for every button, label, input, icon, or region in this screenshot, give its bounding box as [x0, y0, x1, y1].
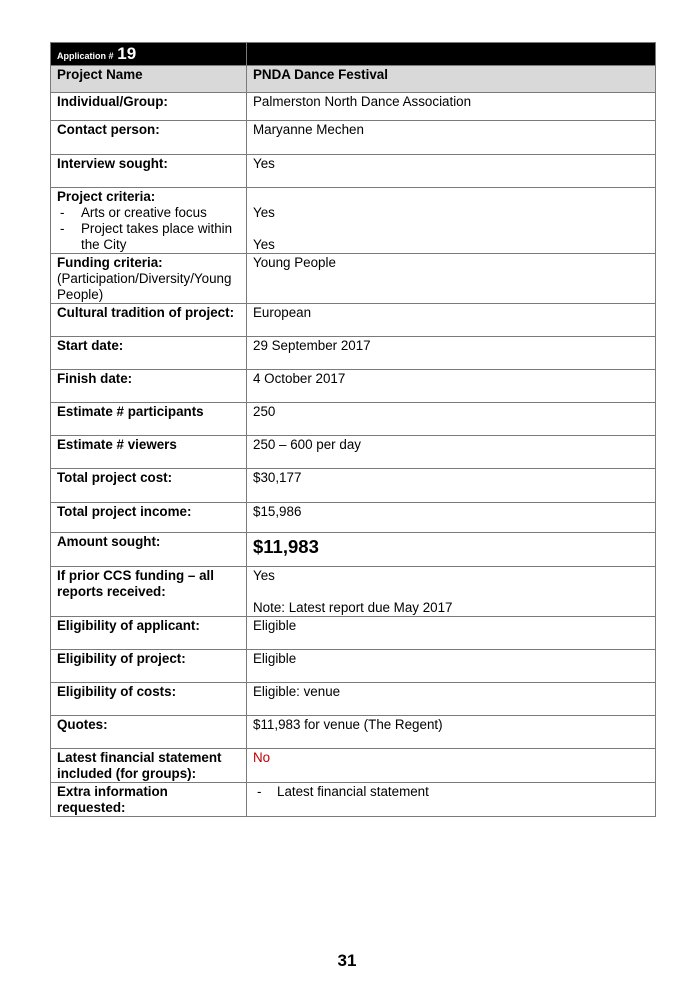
financial-statement-value: No: [247, 749, 656, 783]
start-date-value: 29 September 2017: [247, 337, 656, 370]
funding-criteria-sublabel: (Participation/Diversity/Young People): [57, 271, 232, 302]
estimate-participants-label: Estimate # participants: [51, 403, 247, 436]
application-table: [50, 42, 656, 817]
project-criteria-row: [51, 188, 656, 254]
interview-sought-row: [51, 155, 656, 188]
funding-criteria-label: Funding criteria:: [57, 255, 163, 270]
estimate-participants-row: [51, 403, 656, 436]
header-blank-cell: [247, 43, 656, 66]
finish-date-row: [51, 370, 656, 403]
funding-criteria-value: Young People: [247, 254, 656, 304]
total-income-value: $15,986: [247, 503, 656, 533]
application-number: 19: [117, 44, 137, 63]
eligibility-applicant-value: Eligible: [247, 617, 656, 650]
total-cost-label: Total project cost:: [51, 469, 247, 503]
project-criteria-values: [247, 188, 656, 254]
interview-sought-value: Yes: [247, 155, 656, 188]
start-date-row: [51, 337, 656, 370]
page-number: 31: [337, 951, 357, 970]
contact-person-row: [51, 121, 656, 155]
amount-sought-value: $11,983: [253, 536, 319, 557]
eligibility-costs-value: Eligible: venue: [247, 683, 656, 716]
estimate-participants-value: 250: [247, 403, 656, 436]
cultural-tradition-row: [51, 304, 656, 337]
individual-group-value: Palmerston North Dance Association: [247, 93, 656, 121]
estimate-viewers-row: [51, 436, 656, 469]
amount-sought-cell: [247, 533, 656, 567]
prior-funding-value: Yes: [253, 568, 275, 583]
eligibility-applicant-row: [51, 617, 656, 650]
eligibility-costs-label: Eligibility of costs:: [51, 683, 247, 716]
project-name-label: Project Name: [51, 66, 247, 93]
start-date-label: Start date:: [51, 337, 247, 370]
total-income-label: Total project income:: [51, 503, 247, 533]
total-cost-value: $30,177: [247, 469, 656, 503]
project-name-row: [51, 66, 656, 93]
cultural-tradition-value: European: [247, 304, 656, 337]
eligibility-project-value: Eligible: [247, 650, 656, 683]
application-header-row: [51, 43, 656, 66]
estimate-viewers-value: 250 – 600 per day: [247, 436, 656, 469]
criteria-item: - Arts or creative focus: [57, 205, 240, 221]
financial-statement-label: Latest financial statement included (for groups):: [51, 749, 247, 783]
cultural-tradition-label: Cultural tradition of project:: [51, 304, 247, 337]
total-cost-row: [51, 469, 656, 503]
finish-date-value: 4 October 2017: [247, 370, 656, 403]
criteria-value: Yes: [253, 237, 275, 252]
project-name-value: PNDA Dance Festival: [247, 66, 656, 93]
financial-statement-row: [51, 749, 656, 783]
funding-criteria-cell: [51, 254, 247, 304]
eligibility-applicant-label: Eligibility of applicant:: [51, 617, 247, 650]
extra-info-list: [253, 784, 649, 800]
estimate-viewers-label: Estimate # viewers: [51, 436, 247, 469]
criteria-item: - Project takes place within the City: [57, 221, 240, 253]
eligibility-project-row: [51, 650, 656, 683]
prior-funding-note: Note: Latest report due May 2017: [253, 600, 453, 615]
application-number-cell: [51, 43, 247, 66]
individual-group-row: [51, 93, 656, 121]
contact-person-value: Maryanne Mechen: [247, 121, 656, 155]
eligibility-costs-row: [51, 683, 656, 716]
quotes-value: $11,983 for venue (The Regent): [247, 716, 656, 749]
individual-group-label: Individual/Group:: [51, 93, 247, 121]
quotes-row: [51, 716, 656, 749]
contact-person-label: Contact person:: [51, 121, 247, 155]
quotes-label: Quotes:: [51, 716, 247, 749]
total-income-row: [51, 503, 656, 533]
finish-date-label: Finish date:: [51, 370, 247, 403]
criteria-value: Yes: [253, 205, 275, 220]
extra-info-cell: [247, 783, 656, 817]
extra-info-item: - Latest financial statement: [253, 784, 649, 800]
extra-info-label: Extra information requested:: [51, 783, 247, 817]
project-criteria-label: Project criteria:: [57, 189, 156, 204]
project-criteria-list: [57, 205, 240, 253]
prior-funding-cell: [247, 567, 656, 617]
funding-criteria-row: [51, 254, 656, 304]
prior-funding-label: If prior CCS funding – all reports received:: [51, 567, 247, 617]
project-criteria-cell: [51, 188, 247, 254]
prior-funding-row: [51, 567, 656, 617]
application-prefix: Application #: [57, 51, 114, 61]
amount-sought-row: [51, 533, 656, 567]
amount-sought-label: Amount sought:: [51, 533, 247, 567]
interview-sought-label: Interview sought:: [51, 155, 247, 188]
eligibility-project-label: Eligibility of project:: [51, 650, 247, 683]
extra-info-row: [51, 783, 656, 817]
